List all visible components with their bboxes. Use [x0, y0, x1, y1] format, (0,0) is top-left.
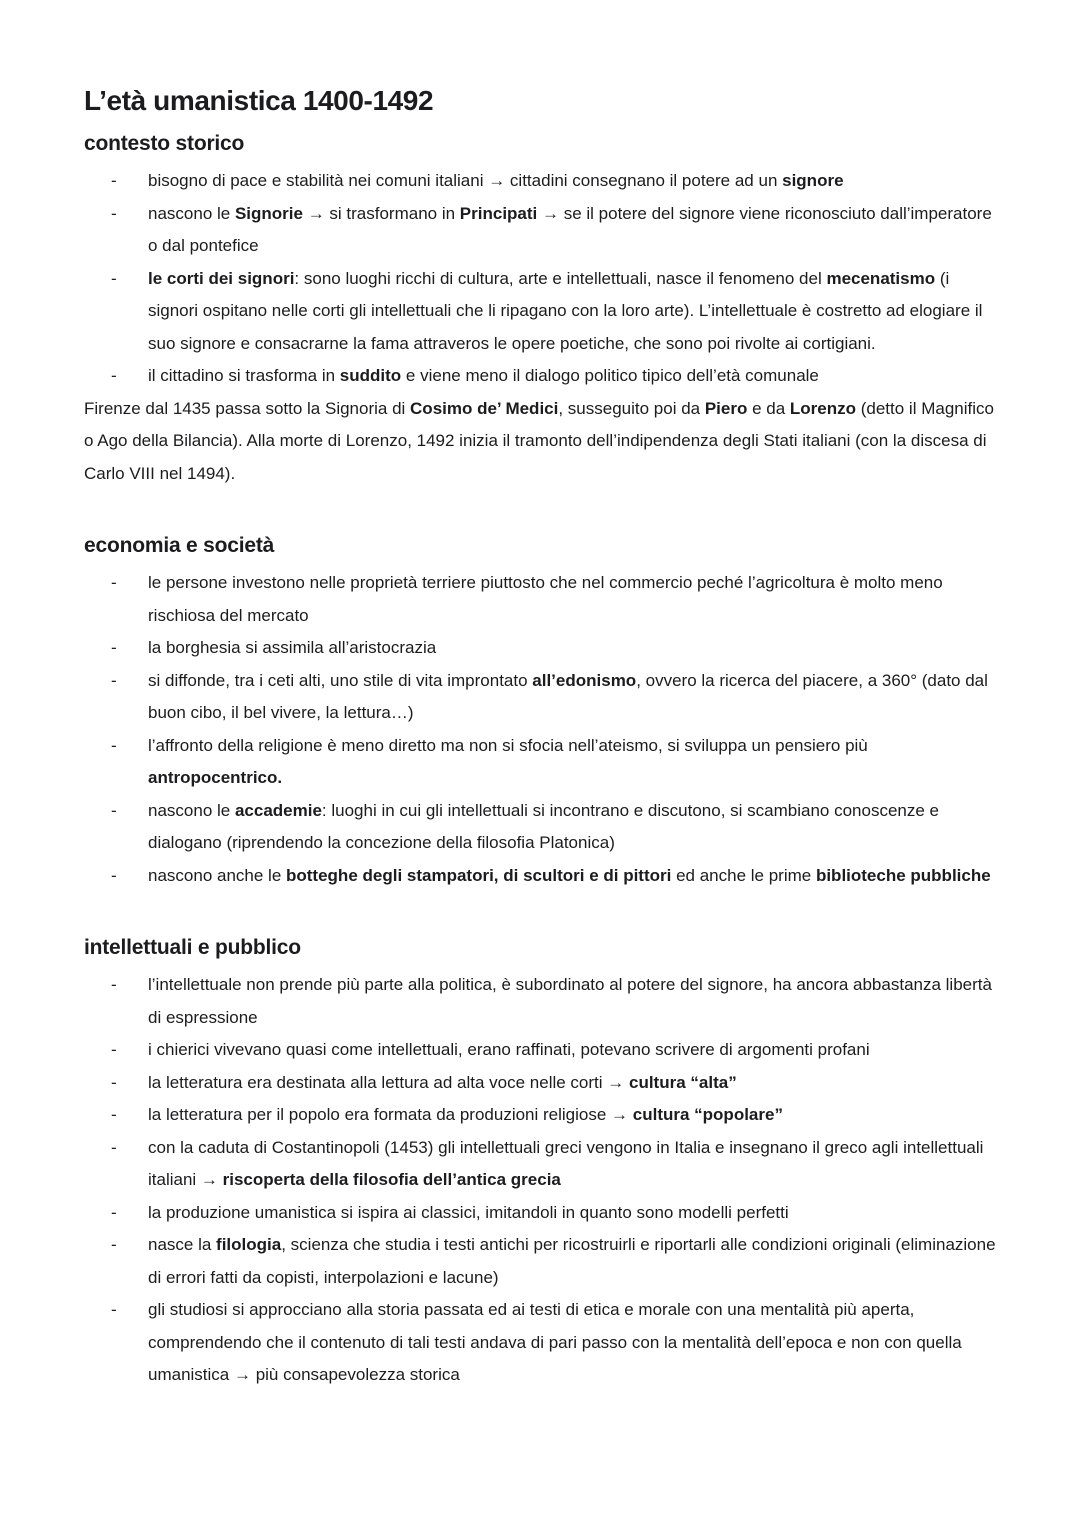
section-heading: intellettuali e pubblico: [84, 936, 301, 959]
list-item: [84, 1294, 996, 1392]
bullet-dash: -: [111, 1040, 117, 1059]
bullet-text: la letteratura per il popolo era formata da produzioni religiose → cultura “popolare”: [148, 1105, 783, 1124]
list-item: [84, 1099, 996, 1132]
bullet-dash: -: [111, 975, 117, 994]
list-item: [84, 860, 996, 893]
section-contesto-storico: [84, 130, 996, 490]
paragraph: Firenze dal 1435 passa sotto la Signoria di Cosimo de’ Medici, susseguito poi da Piero e da Lorenzo (detto il Magnifico o Ago della Bilancia). Alla morte di Lorenzo, 1492 inizia il tramonto dell’indipendenza degli Stati italiani (con la discesa di Carlo VIII nel 1494).: [84, 398, 994, 483]
bullet-dash: -: [111, 1300, 117, 1319]
bullet-dash: -: [111, 1137, 117, 1157]
bullet-text: con la caduta di Costantinopoli (1453) gli intellettuali greci vengono in Italia e insegnano il greco agli intellettuali italiani → riscoperta della filosofia dell’antica grecia: [148, 1137, 984, 1189]
bullet-text: nascono le Signorie → si trasformano in Principati → se il potere del signore viene riconosciuto dall’imperatore o dal pontefice: [148, 203, 992, 255]
bullet-dash: -: [111, 1105, 117, 1124]
section-heading: economia e società: [84, 534, 275, 557]
section-intellettuali-e-pubblico: [84, 934, 996, 1392]
bullet-dash: -: [111, 203, 117, 223]
bullet-text: l’affronto della religione è meno diretto ma non si sfocia nell’ateismo, si sviluppa un pensiero più antropocentrico.: [148, 735, 868, 787]
bullet-dash: -: [111, 638, 117, 657]
bullet-dash: -: [111, 800, 117, 820]
bullet-text: bisogno di pace e stabilità nei comuni italiani → cittadini consegnano il potere ad un signore: [148, 171, 844, 190]
sections-container: [84, 130, 996, 1392]
list-item: [84, 165, 996, 198]
list-item: [84, 198, 996, 263]
list-item: [84, 969, 996, 1034]
list-item: [84, 1197, 996, 1230]
bullet-dash: -: [111, 573, 117, 592]
bullet-text: si diffonde, tra i ceti alti, uno stile di vita improntato all’edonismo, ovvero la ricerca del piacere, a 360° (dato dal buon cibo, il bel vivere, la lettura…): [148, 670, 988, 722]
bullet-text: i chierici vivevano quasi come intellettuali, erano raffinati, potevano scrivere di argomenti profani: [148, 1040, 870, 1059]
list-item: [84, 1229, 996, 1294]
list-item: [84, 360, 996, 393]
bullet-text: le persone investono nelle proprietà terriere piuttosto che nel commercio peché l’agricoltura è molto meno rischiosa del mercato: [148, 573, 943, 625]
list-item: [84, 263, 996, 361]
bullet-dash: -: [111, 670, 117, 690]
bullet-text: nascono anche le botteghe degli stampatori, di scultori e di pittori ed anche le prime biblioteche pubbliche: [148, 865, 991, 885]
section-economia-e-societa: [84, 532, 996, 892]
bullet-dash: -: [111, 1202, 117, 1222]
list-item: [84, 632, 996, 665]
list-item: [84, 1034, 996, 1067]
bullet-dash: -: [111, 268, 117, 288]
section-heading: contesto storico: [84, 132, 245, 155]
list-item: [84, 1067, 996, 1100]
list-item: [84, 795, 996, 860]
list-item: [84, 567, 996, 632]
bullet-text: l’intellettuale non prende più parte alla politica, è subordinato al potere del signore, ha ancora abbastanza libertà di espressione: [148, 975, 992, 1027]
list-item: [84, 665, 996, 730]
bullet-text: la letteratura era destinata alla lettura ad alta voce nelle corti → cultura “alta”: [148, 1072, 737, 1092]
bullet-text: gli studiosi si approcciano alla storia passata ed ai testi di etica e morale con una mentalità più aperta, comprendendo che il contenuto di tali testi andava di pari passo con la mentalità dell’epoca e non con quella umanistica → più consapevolezza storica: [148, 1300, 962, 1384]
bullet-dash: -: [111, 366, 117, 385]
bullet-dash: -: [111, 171, 117, 190]
bullet-dash: -: [111, 735, 117, 755]
bullet-text: le corti dei signori: sono luoghi ricchi di cultura, arte e intellettuali, nasce il fenomeno del mecenatismo (i signori ospitano nelle corti gli intellettuali che li ripagano con la loro arte). L’intellettuale è costretto ad elogiare il suo signore e consacrarne la fama attraveros le opere poetiche, che sono poi rivolte ai cortigiani.: [148, 268, 983, 353]
bullet-text: nascono le accademie: luoghi in cui gli intellettuali si incontrano e discutono, si scambiano conoscenze e dialogano (riprendendo la concezione della filosofia Platonica): [148, 800, 939, 852]
page-title: L’età umanistica 1400-1492: [84, 85, 434, 116]
list-item: [84, 1132, 996, 1197]
bullet-dash: -: [111, 1235, 117, 1254]
bullet-text: nasce la filologia, scienza che studia i testi antichi per ricostruirli e riportarli alle condizioni originali (eliminazione di errori fatti da copisti, interpolazioni e lacune): [148, 1235, 996, 1287]
bullet-text: la borghesia si assimila all’aristocrazia: [148, 638, 437, 657]
bullet-dash: -: [111, 1072, 117, 1092]
bullet-dash: -: [111, 865, 117, 885]
list-item: [84, 730, 996, 795]
bullet-text: il cittadino si trasforma in suddito e viene meno il dialogo politico tipico dell’età comunale: [148, 366, 819, 385]
bullet-text: la produzione umanistica si ispira ai classici, imitandoli in quanto sono modelli perfetti: [148, 1202, 789, 1222]
